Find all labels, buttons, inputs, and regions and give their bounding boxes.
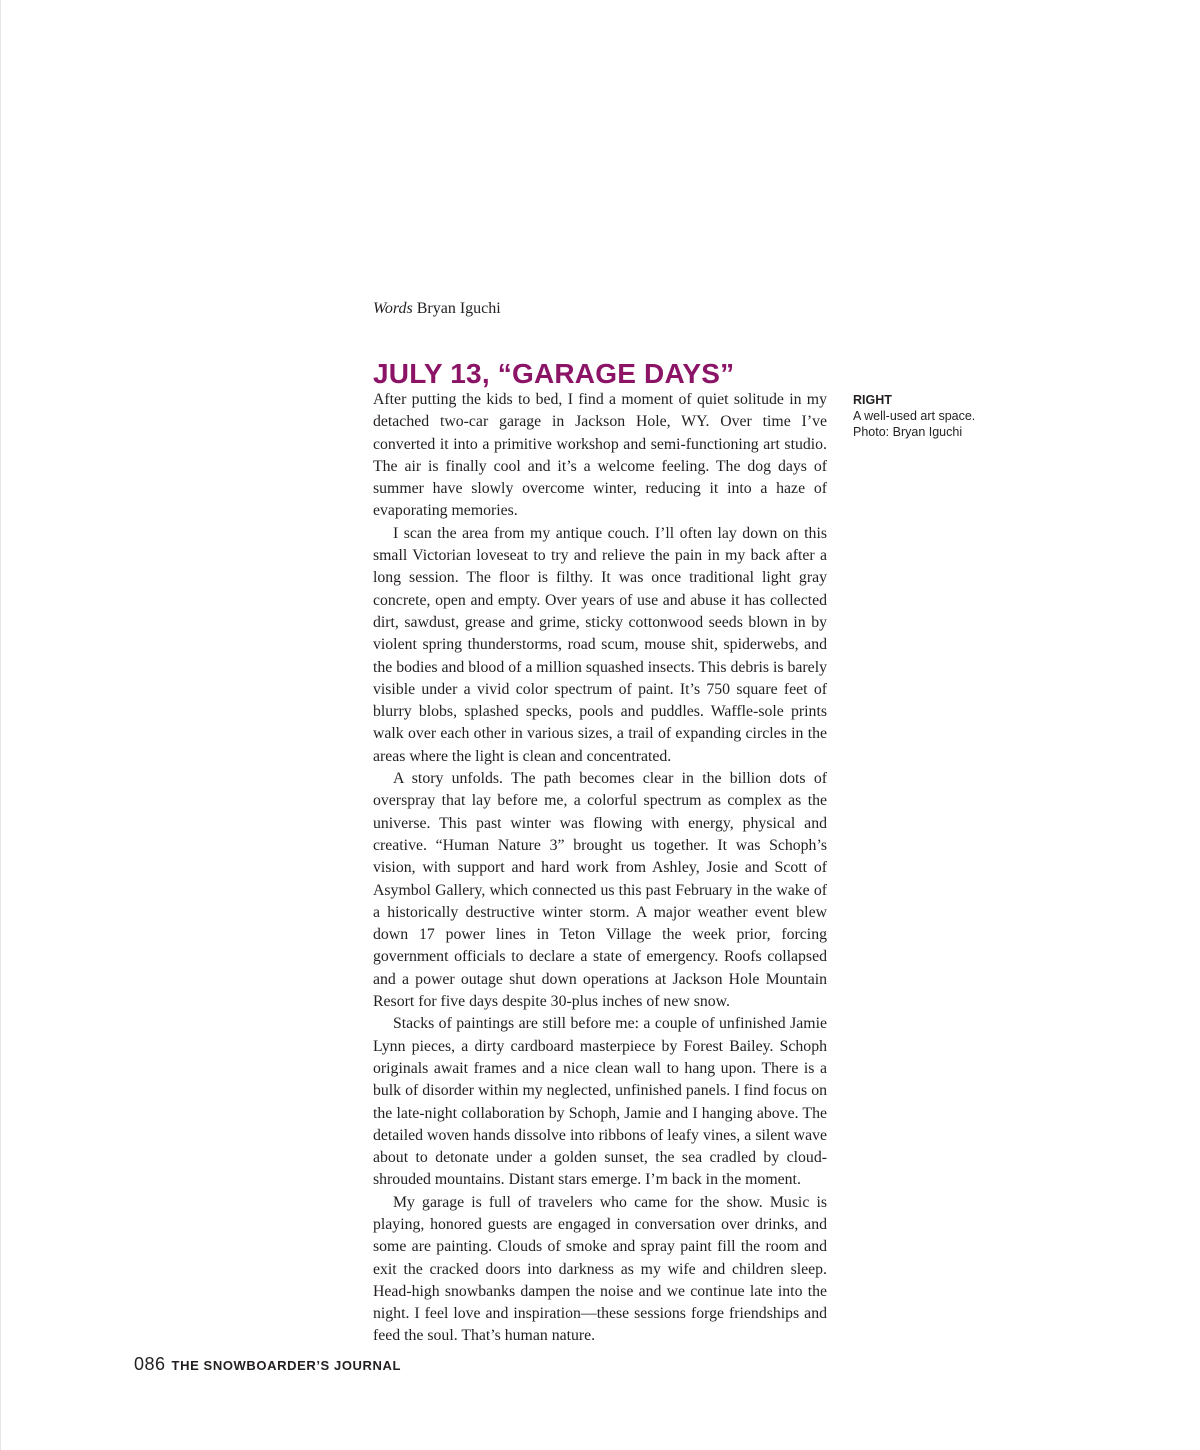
byline xyxy=(373,300,501,318)
page-number: 086 xyxy=(134,1354,166,1374)
publication-name: THE SNOWBOARDER’S JOURNAL xyxy=(171,1358,402,1373)
article-title: JULY 13, “GARAGE DAYS” xyxy=(373,358,735,389)
body-paragraph-3: A story unfolds. The path becomes clear in the billion dots of overspray that lay before me, a colorful spectrum as complex as the universe. This past winter was flowing with energy, physical and creative. “Human Nature 3” brought us together. It was Schoph’s vision, with support and hard work from Ashley, Josie and Scott of Asymbol Gallery, which connected us this past February in the wake of a historically destructive winter storm. A major weather event blew down 17 power lines in Teton Village the week prior, forcing government officials to declare a state of emergency. Roofs collapsed and a power outage shut down operations at Jackson Hole Mountain Resort for five days despite 30-plus inches of new snow. xyxy=(373,770,827,1011)
page-footer xyxy=(134,1354,401,1375)
caption-label: RIGHT xyxy=(853,393,892,407)
caption-description: A well-used art space. xyxy=(853,409,976,423)
body-paragraph-1: After putting the kids to bed, I find a moment of quiet solitude in my detached two-car garage in Jackson Hole, WY. Over time I’ve converted it into a primitive workshop and semi-functioning art studio. The air is finally cool and it’s a welcome feeling. The dog days of summer have slowly overcome winter, reducing it into a haze of evaporating memories. xyxy=(373,391,827,520)
body-paragraph-2: I scan the area from my antique couch. I’ll often lay down on this small Victorian loveseat to try and relieve the pain in my back after a long session. The floor is filthy. It was once traditional light gray concrete, open and empty. Over years of use and abuse it has collected dirt, sawdust, grease and grime, sticky cottonwood seeds blown in by violent spring thunderstorms, road scum, mouse shit, spiderwebs, and the bodies and blood of a million squashed insects. This debris is barely visible under a vivid color spectrum of paint. It’s 750 square feet of blurry blobs, splashed specks, pools and puddles. Waffle-sole prints walk over each other in various sizes, a trail of expanding circles in the areas where the light is clean and concentrated. xyxy=(373,524,827,765)
body-paragraph-4: Stacks of paintings are still before me: a couple of unfinished Jamie Lynn pieces, a dirty cardboard masterpiece by Forest Bailey. Schoph originals await frames and a nice clean wall to hang upon. There is a bulk of disorder within my neglected, unfinished panels. I find focus on the late-night collaboration by Schoph, Jamie and I hanging above. The detailed woven hands dissolve into ribbons of leafy vines, a silent wave about to detonate under a golden sunset, the sea cradled by cloud-shrouded mountains. Distant stars emerge. I’m back in the moment. xyxy=(373,1015,827,1189)
byline-label: Words xyxy=(373,300,413,317)
byline-author: Bryan Iguchi xyxy=(416,300,501,317)
article-body xyxy=(373,389,827,1348)
caption-credit: Photo: Bryan Iguchi xyxy=(853,425,963,439)
page-edge xyxy=(0,0,1,1450)
body-paragraph-5: My garage is full of travelers who came for the show. Music is playing, honored guests are engaged in conversation over drinks, and some are painting. Clouds of smoke and spray paint fill the room and exit the cracked doors into darkness as my wife and children sleep. Head-high snowbanks dampen the noise and we continue late into the night. I feel love and inspiration—these sessions forge friendships and feed the soul. That’s human nature. xyxy=(373,1193,827,1345)
photo-caption xyxy=(853,392,1023,440)
